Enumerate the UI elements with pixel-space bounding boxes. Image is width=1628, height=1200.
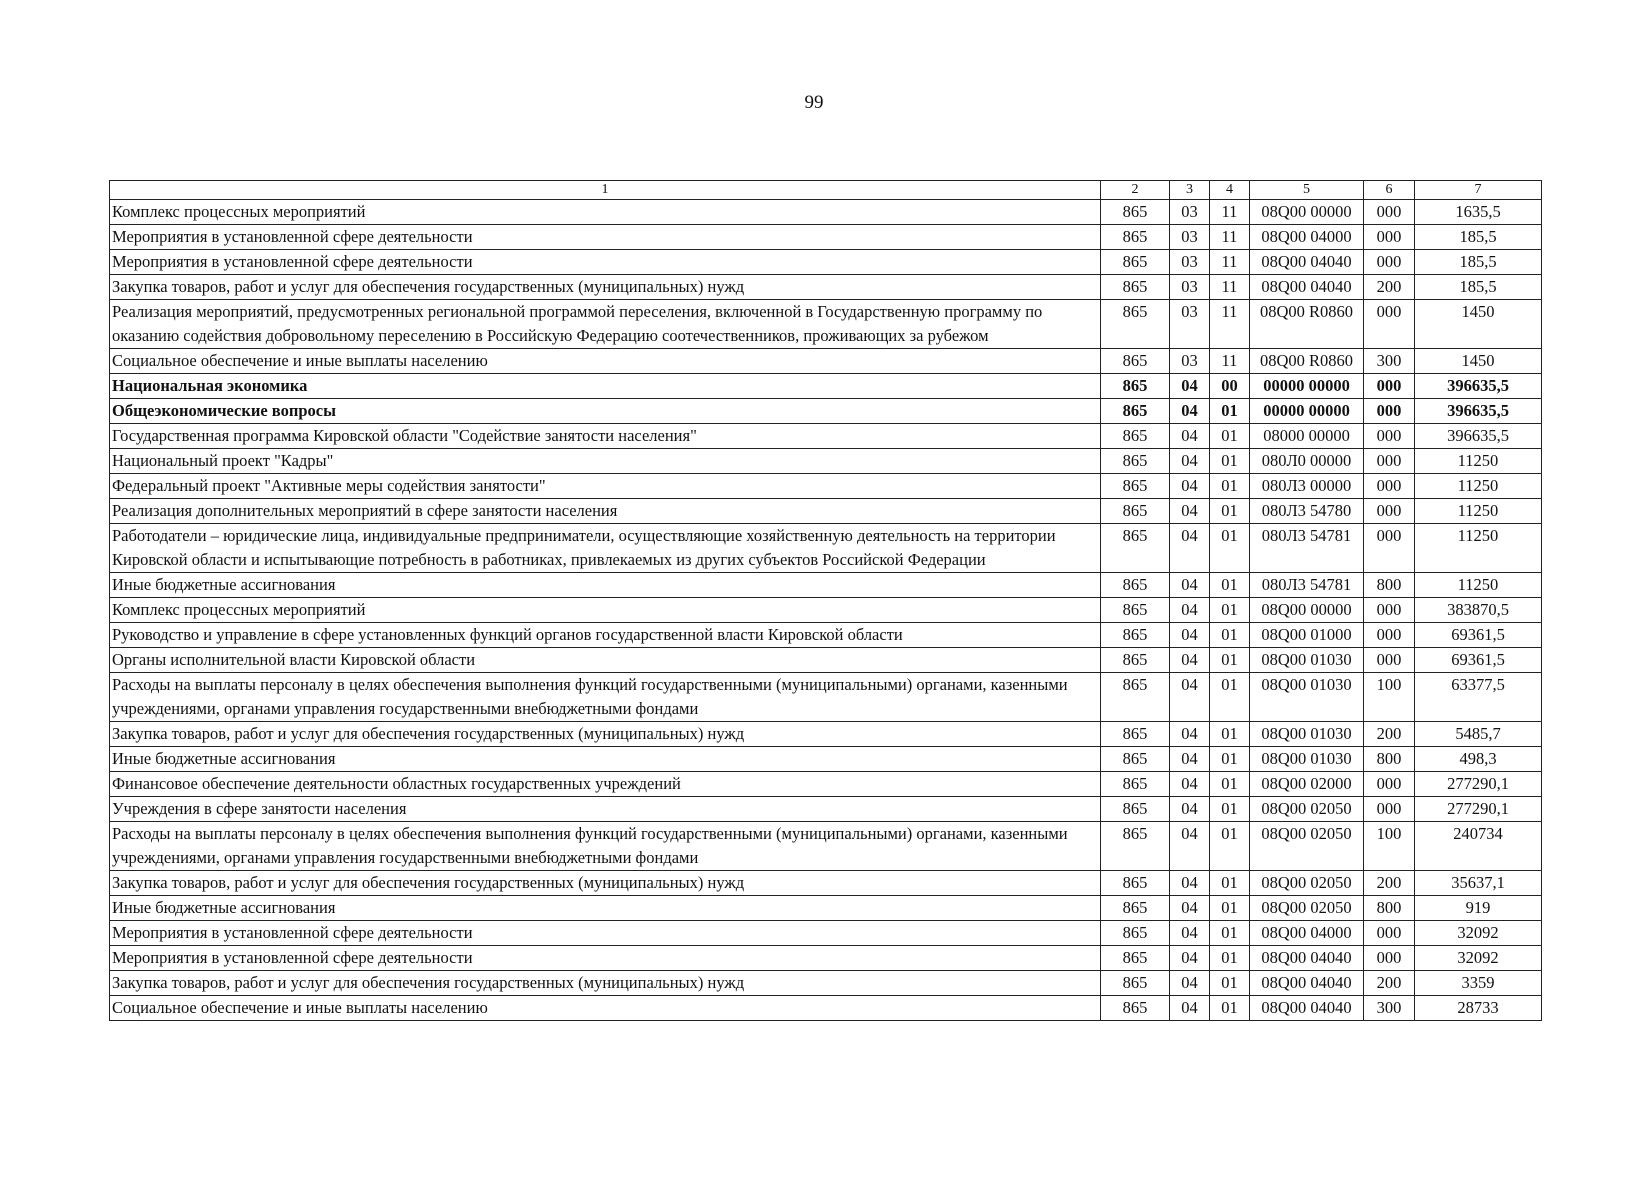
row-admin-code: 865 <box>1101 822 1170 871</box>
row-subsection: 01 <box>1210 449 1250 474</box>
row-target-article: 08Q00 04000 <box>1250 921 1364 946</box>
row-name: Государственная программа Кировской области "Содействие занятости населения" <box>110 424 1101 449</box>
row-name: Реализация дополнительных мероприятий в сфере занятости населения <box>110 499 1101 524</box>
row-subsection: 01 <box>1210 946 1250 971</box>
row-amount: 11250 <box>1415 449 1542 474</box>
table-row <box>110 573 1542 598</box>
row-amount: 498,3 <box>1415 747 1542 772</box>
row-admin-code: 865 <box>1101 424 1170 449</box>
table-row <box>110 896 1542 921</box>
row-name: Национальный проект "Кадры" <box>110 449 1101 474</box>
row-section: 03 <box>1170 300 1210 349</box>
row-subsection: 01 <box>1210 772 1250 797</box>
row-subsection: 00 <box>1210 374 1250 399</box>
row-target-article: 080Л3 54780 <box>1250 499 1364 524</box>
row-expense-type: 100 <box>1364 673 1415 722</box>
row-admin-code: 865 <box>1101 474 1170 499</box>
header-col-4: 4 <box>1210 181 1250 200</box>
row-subsection: 01 <box>1210 871 1250 896</box>
row-admin-code: 865 <box>1101 673 1170 722</box>
row-name: Закупка товаров, работ и услуг для обеспечения государственных (муниципальных) нужд <box>110 275 1101 300</box>
row-target-article: 08Q00 04040 <box>1250 971 1364 996</box>
row-expense-type: 000 <box>1364 424 1415 449</box>
row-expense-type: 000 <box>1364 250 1415 275</box>
row-admin-code: 865 <box>1101 797 1170 822</box>
row-target-article: 08Q00 00000 <box>1250 598 1364 623</box>
row-admin-code: 865 <box>1101 275 1170 300</box>
row-section: 04 <box>1170 424 1210 449</box>
row-target-article: 08Q00 00000 <box>1250 200 1364 225</box>
row-admin-code: 865 <box>1101 200 1170 225</box>
row-amount: 919 <box>1415 896 1542 921</box>
row-admin-code: 865 <box>1101 225 1170 250</box>
row-amount: 383870,5 <box>1415 598 1542 623</box>
row-section: 04 <box>1170 623 1210 648</box>
row-section: 04 <box>1170 747 1210 772</box>
row-expense-type: 300 <box>1364 349 1415 374</box>
row-name: Закупка товаров, работ и услуг для обеспечения государственных (муниципальных) нужд <box>110 871 1101 896</box>
row-admin-code: 865 <box>1101 896 1170 921</box>
table-row <box>110 921 1542 946</box>
row-target-article: 08Q00 01000 <box>1250 623 1364 648</box>
row-amount: 11250 <box>1415 499 1542 524</box>
table-row <box>110 673 1542 722</box>
table-body <box>110 200 1542 1021</box>
row-target-article: 08Q00 04040 <box>1250 250 1364 275</box>
row-subsection: 11 <box>1210 250 1250 275</box>
row-admin-code: 865 <box>1101 921 1170 946</box>
row-section: 04 <box>1170 374 1210 399</box>
row-name: Органы исполнительной власти Кировской области <box>110 648 1101 673</box>
row-amount: 1635,5 <box>1415 200 1542 225</box>
row-section: 04 <box>1170 921 1210 946</box>
row-target-article: 08Q00 04000 <box>1250 225 1364 250</box>
row-target-article: 08Q00 02050 <box>1250 871 1364 896</box>
row-section: 04 <box>1170 474 1210 499</box>
row-target-article: 08Q00 01030 <box>1250 747 1364 772</box>
row-subsection: 01 <box>1210 648 1250 673</box>
row-subsection: 01 <box>1210 921 1250 946</box>
row-expense-type: 000 <box>1364 474 1415 499</box>
row-target-article: 08Q00 R0860 <box>1250 349 1364 374</box>
row-expense-type: 000 <box>1364 623 1415 648</box>
row-subsection: 11 <box>1210 349 1250 374</box>
row-target-article: 08Q00 01030 <box>1250 648 1364 673</box>
row-target-article: 08Q00 02050 <box>1250 797 1364 822</box>
row-subsection: 11 <box>1210 200 1250 225</box>
row-amount: 185,5 <box>1415 250 1542 275</box>
row-name: Мероприятия в установленной сфере деятельности <box>110 250 1101 275</box>
row-amount: 32092 <box>1415 921 1542 946</box>
row-admin-code: 865 <box>1101 250 1170 275</box>
row-name: Расходы на выплаты персоналу в целях обеспечения выполнения функций государственными (муниципальными) органами, казенными учреждениями, органами управления государственными внебюджетными фондами <box>110 673 1101 722</box>
row-section: 04 <box>1170 822 1210 871</box>
row-amount: 396635,5 <box>1415 374 1542 399</box>
row-subsection: 11 <box>1210 225 1250 250</box>
table-row <box>110 200 1542 225</box>
table-row <box>110 623 1542 648</box>
row-target-article: 08Q00 04040 <box>1250 946 1364 971</box>
row-section: 04 <box>1170 971 1210 996</box>
table-row <box>110 772 1542 797</box>
row-name: Комплекс процессных мероприятий <box>110 598 1101 623</box>
row-admin-code: 865 <box>1101 747 1170 772</box>
row-subsection: 01 <box>1210 896 1250 921</box>
row-amount: 1450 <box>1415 300 1542 349</box>
row-name: Федеральный проект "Активные меры содействия занятости" <box>110 474 1101 499</box>
row-admin-code: 865 <box>1101 598 1170 623</box>
row-amount: 63377,5 <box>1415 673 1542 722</box>
row-section: 03 <box>1170 250 1210 275</box>
row-expense-type: 200 <box>1364 722 1415 747</box>
row-expense-type: 000 <box>1364 499 1415 524</box>
table-row <box>110 747 1542 772</box>
table-row <box>110 225 1542 250</box>
row-subsection: 01 <box>1210 598 1250 623</box>
row-expense-type: 000 <box>1364 374 1415 399</box>
table-row <box>110 349 1542 374</box>
row-name: Общеэкономические вопросы <box>110 399 1101 424</box>
row-admin-code: 865 <box>1101 971 1170 996</box>
row-expense-type: 000 <box>1364 648 1415 673</box>
table-row <box>110 524 1542 573</box>
table-row <box>110 822 1542 871</box>
row-expense-type: 200 <box>1364 971 1415 996</box>
row-name: Финансовое обеспечение деятельности областных государственных учреждений <box>110 772 1101 797</box>
row-subsection: 01 <box>1210 722 1250 747</box>
table-row <box>110 474 1542 499</box>
row-section: 04 <box>1170 573 1210 598</box>
row-target-article: 080Л3 54781 <box>1250 524 1364 573</box>
header-col-1: 1 <box>110 181 1101 200</box>
row-subsection: 01 <box>1210 996 1250 1021</box>
row-target-article: 08Q00 R0860 <box>1250 300 1364 349</box>
row-subsection: 01 <box>1210 424 1250 449</box>
row-target-article: 08Q00 01030 <box>1250 722 1364 747</box>
row-admin-code: 865 <box>1101 399 1170 424</box>
row-name: Мероприятия в установленной сфере деятельности <box>110 946 1101 971</box>
table-row <box>110 996 1542 1021</box>
row-expense-type: 000 <box>1364 300 1415 349</box>
row-name: Закупка товаров, работ и услуг для обеспечения государственных (муниципальных) нужд <box>110 971 1101 996</box>
header-col-2: 2 <box>1101 181 1170 200</box>
row-admin-code: 865 <box>1101 300 1170 349</box>
row-admin-code: 865 <box>1101 772 1170 797</box>
row-expense-type: 000 <box>1364 797 1415 822</box>
row-amount: 240734 <box>1415 822 1542 871</box>
row-amount: 35637,1 <box>1415 871 1542 896</box>
row-section: 04 <box>1170 772 1210 797</box>
row-subsection: 01 <box>1210 971 1250 996</box>
table-row <box>110 598 1542 623</box>
row-admin-code: 865 <box>1101 648 1170 673</box>
row-section: 04 <box>1170 797 1210 822</box>
row-subsection: 01 <box>1210 797 1250 822</box>
row-amount: 396635,5 <box>1415 399 1542 424</box>
row-expense-type: 000 <box>1364 772 1415 797</box>
row-name: Национальная экономика <box>110 374 1101 399</box>
row-amount: 3359 <box>1415 971 1542 996</box>
row-admin-code: 865 <box>1101 946 1170 971</box>
row-name: Социальное обеспечение и иные выплаты населению <box>110 349 1101 374</box>
row-amount: 11250 <box>1415 474 1542 499</box>
row-expense-type: 200 <box>1364 275 1415 300</box>
row-amount: 32092 <box>1415 946 1542 971</box>
row-name: Расходы на выплаты персоналу в целях обеспечения выполнения функций государственными (муниципальными) органами, казенными учреждениями, органами управления государственными внебюджетными фондами <box>110 822 1101 871</box>
row-amount: 11250 <box>1415 524 1542 573</box>
row-name: Социальное обеспечение и иные выплаты населению <box>110 996 1101 1021</box>
row-target-article: 080Л3 54781 <box>1250 573 1364 598</box>
row-section: 03 <box>1170 225 1210 250</box>
table-row <box>110 946 1542 971</box>
header-col-3: 3 <box>1170 181 1210 200</box>
row-expense-type: 200 <box>1364 871 1415 896</box>
row-admin-code: 865 <box>1101 871 1170 896</box>
row-name: Иные бюджетные ассигнования <box>110 747 1101 772</box>
row-section: 04 <box>1170 871 1210 896</box>
row-expense-type: 000 <box>1364 921 1415 946</box>
row-amount: 11250 <box>1415 573 1542 598</box>
row-amount: 28733 <box>1415 996 1542 1021</box>
row-expense-type: 800 <box>1364 573 1415 598</box>
row-target-article: 08Q00 02050 <box>1250 896 1364 921</box>
row-admin-code: 865 <box>1101 573 1170 598</box>
row-amount: 277290,1 <box>1415 797 1542 822</box>
budget-table <box>109 180 1542 1021</box>
row-subsection: 01 <box>1210 399 1250 424</box>
row-admin-code: 865 <box>1101 623 1170 648</box>
row-expense-type: 000 <box>1364 449 1415 474</box>
row-expense-type: 000 <box>1364 524 1415 573</box>
row-subsection: 01 <box>1210 573 1250 598</box>
row-target-article: 08Q00 01030 <box>1250 673 1364 722</box>
row-subsection: 01 <box>1210 623 1250 648</box>
row-subsection: 11 <box>1210 300 1250 349</box>
row-amount: 277290,1 <box>1415 772 1542 797</box>
row-target-article: 08Q00 04040 <box>1250 996 1364 1021</box>
row-admin-code: 865 <box>1101 524 1170 573</box>
row-section: 04 <box>1170 399 1210 424</box>
table-row <box>110 797 1542 822</box>
row-expense-type: 100 <box>1364 822 1415 871</box>
row-expense-type: 800 <box>1364 896 1415 921</box>
row-subsection: 01 <box>1210 673 1250 722</box>
row-subsection: 01 <box>1210 822 1250 871</box>
table-row <box>110 300 1542 349</box>
table-row <box>110 871 1542 896</box>
row-section: 04 <box>1170 524 1210 573</box>
row-section: 04 <box>1170 598 1210 623</box>
header-col-6: 6 <box>1364 181 1415 200</box>
row-section: 04 <box>1170 499 1210 524</box>
page-number: 99 <box>804 92 824 113</box>
header-col-7: 7 <box>1415 181 1542 200</box>
row-name: Мероприятия в установленной сфере деятельности <box>110 921 1101 946</box>
row-expense-type: 000 <box>1364 200 1415 225</box>
row-target-article: 08Q00 04040 <box>1250 275 1364 300</box>
row-subsection: 01 <box>1210 474 1250 499</box>
row-section: 04 <box>1170 449 1210 474</box>
row-name: Закупка товаров, работ и услуг для обеспечения государственных (муниципальных) нужд <box>110 722 1101 747</box>
row-section: 04 <box>1170 648 1210 673</box>
row-expense-type: 300 <box>1364 996 1415 1021</box>
table-row <box>110 499 1542 524</box>
row-section: 04 <box>1170 946 1210 971</box>
row-amount: 69361,5 <box>1415 623 1542 648</box>
row-expense-type: 000 <box>1364 225 1415 250</box>
table-row <box>110 250 1542 275</box>
row-section: 03 <box>1170 349 1210 374</box>
row-name: Иные бюджетные ассигнования <box>110 896 1101 921</box>
row-target-article: 08Q00 02000 <box>1250 772 1364 797</box>
table-row <box>110 399 1542 424</box>
row-subsection: 01 <box>1210 524 1250 573</box>
row-subsection: 01 <box>1210 747 1250 772</box>
table-row <box>110 424 1542 449</box>
row-expense-type: 000 <box>1364 399 1415 424</box>
row-section: 04 <box>1170 996 1210 1021</box>
row-subsection: 11 <box>1210 275 1250 300</box>
row-admin-code: 865 <box>1101 374 1170 399</box>
row-admin-code: 865 <box>1101 722 1170 747</box>
row-admin-code: 865 <box>1101 499 1170 524</box>
row-target-article: 080Л3 00000 <box>1250 474 1364 499</box>
table-row <box>110 275 1542 300</box>
row-target-article: 08000 00000 <box>1250 424 1364 449</box>
header-row <box>110 181 1542 200</box>
row-section: 03 <box>1170 275 1210 300</box>
row-name: Комплекс процессных мероприятий <box>110 200 1101 225</box>
table-row <box>110 722 1542 747</box>
row-name: Работодатели – юридические лица, индивидуальные предприниматели, осуществляющие хозяйственную деятельность на территории Кировской области и испытывающие потребность в работниках, привлекаемых из других субъектов Российской Федерации <box>110 524 1101 573</box>
row-name: Учреждения в сфере занятости населения <box>110 797 1101 822</box>
row-target-article: 00000 00000 <box>1250 399 1364 424</box>
row-expense-type: 000 <box>1364 946 1415 971</box>
header-col-5: 5 <box>1250 181 1364 200</box>
row-subsection: 01 <box>1210 499 1250 524</box>
table-row <box>110 971 1542 996</box>
row-amount: 1450 <box>1415 349 1542 374</box>
row-target-article: 00000 00000 <box>1250 374 1364 399</box>
row-amount: 5485,7 <box>1415 722 1542 747</box>
row-name: Реализация мероприятий, предусмотренных региональной программой переселения, включенной в Государственную программу по оказанию содействия добровольному переселению в Российскую Федерацию соотечественников, проживающих за рубежом <box>110 300 1101 349</box>
table-row <box>110 648 1542 673</box>
row-amount: 396635,5 <box>1415 424 1542 449</box>
row-target-article: 08Q00 02050 <box>1250 822 1364 871</box>
row-admin-code: 865 <box>1101 996 1170 1021</box>
row-expense-type: 800 <box>1364 747 1415 772</box>
table-row <box>110 449 1542 474</box>
row-name: Мероприятия в установленной сфере деятельности <box>110 225 1101 250</box>
row-section: 04 <box>1170 896 1210 921</box>
row-amount: 69361,5 <box>1415 648 1542 673</box>
row-admin-code: 865 <box>1101 449 1170 474</box>
row-section: 03 <box>1170 200 1210 225</box>
row-amount: 185,5 <box>1415 225 1542 250</box>
row-name: Руководство и управление в сфере установленных функций органов государственной власти Кировской области <box>110 623 1101 648</box>
row-target-article: 080Л0 00000 <box>1250 449 1364 474</box>
row-amount: 185,5 <box>1415 275 1542 300</box>
row-section: 04 <box>1170 722 1210 747</box>
row-admin-code: 865 <box>1101 349 1170 374</box>
row-expense-type: 000 <box>1364 598 1415 623</box>
row-name: Иные бюджетные ассигнования <box>110 573 1101 598</box>
table-row <box>110 374 1542 399</box>
row-section: 04 <box>1170 673 1210 722</box>
